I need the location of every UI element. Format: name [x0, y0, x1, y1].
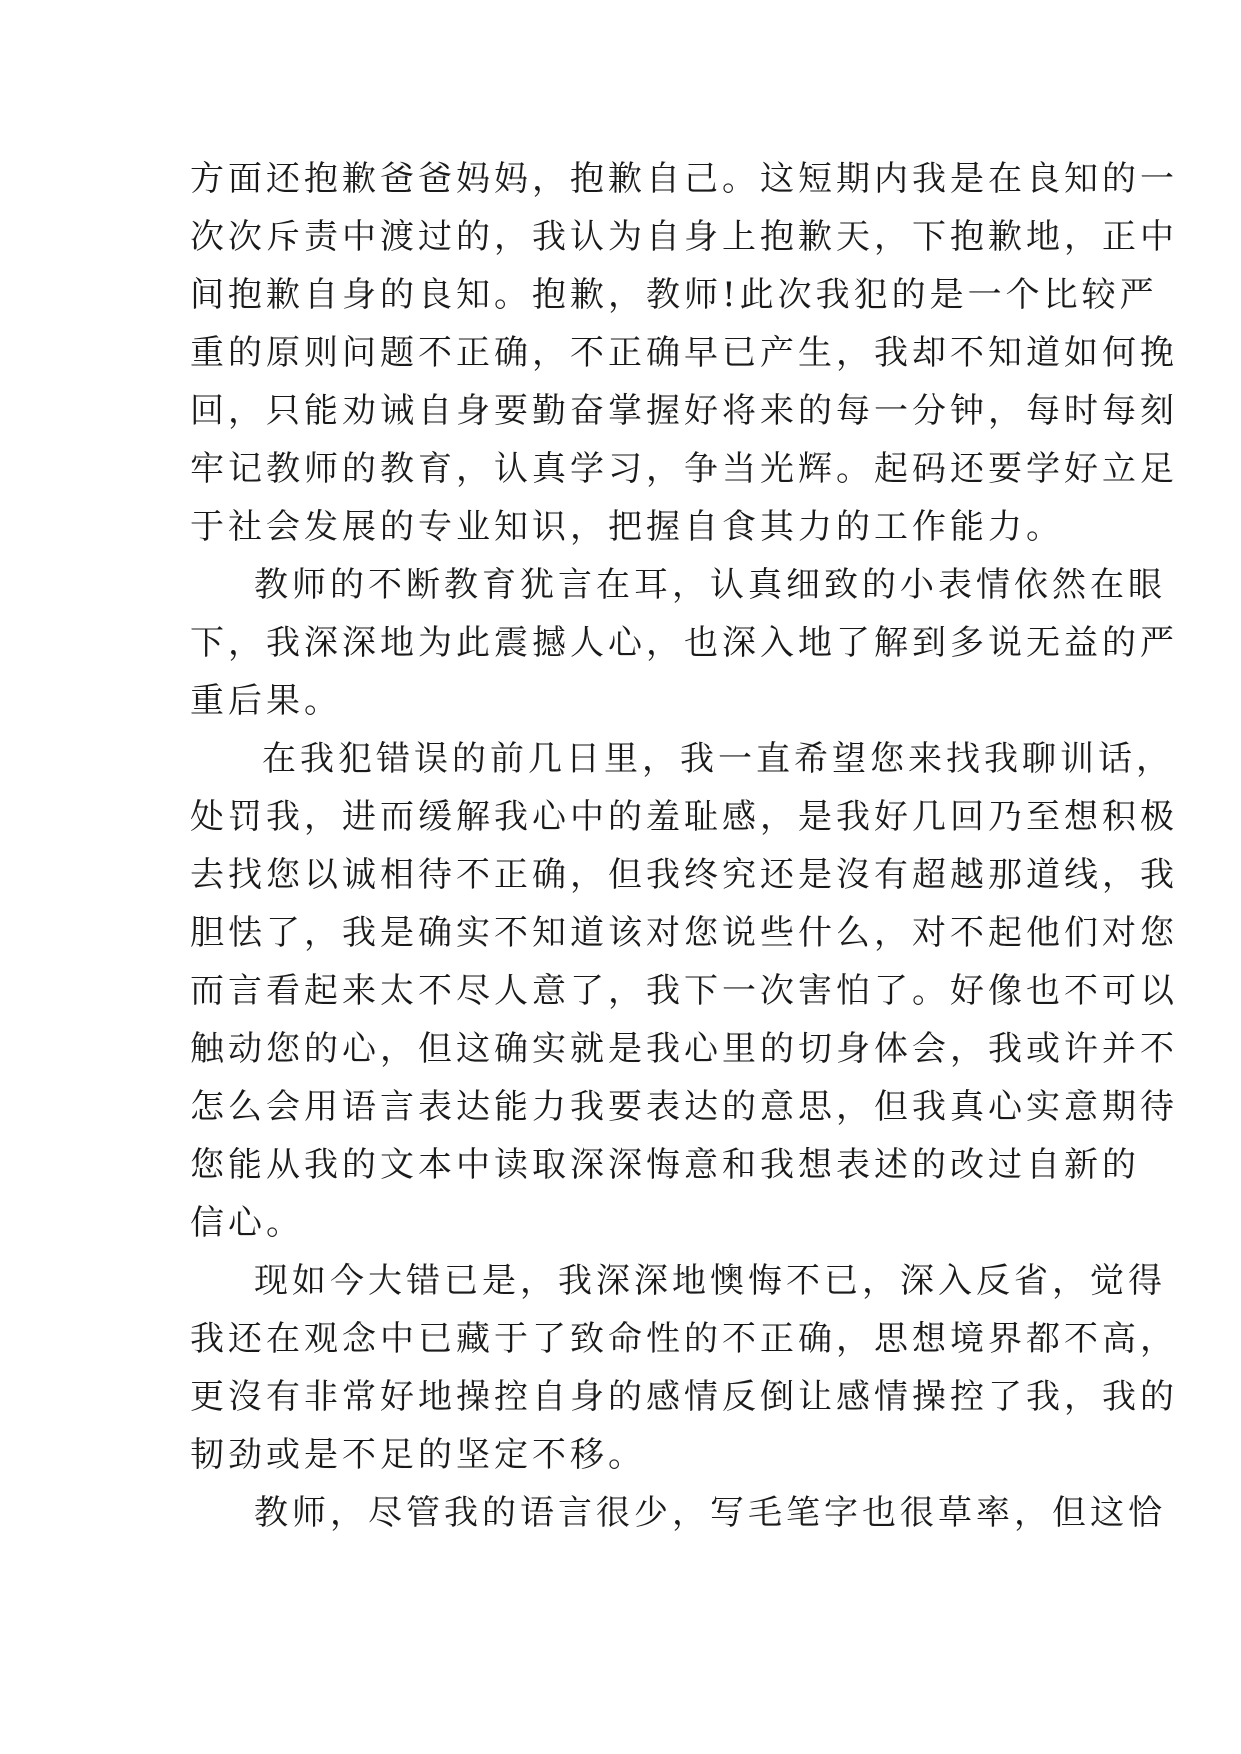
paragraph-4: [190, 1252, 1178, 1484]
text-line: 触动您的心，但这确实就是我心里的切身体会，我或许并不: [190, 1029, 1178, 1069]
text-line: 教师的不断教育犹言在耳，认真细致的小表情依然在眼: [254, 565, 1166, 605]
text-line: 去找您以诚相待不正确，但我终究还是沒有超越那道线，我: [190, 855, 1178, 895]
text-line: 教师，尽管我的语言很少，写毛笔字也很草率，但这恰: [254, 1493, 1166, 1533]
text-line: 而言看起来太不尽人意了，我下一次害怕了。好像也不可以: [190, 971, 1178, 1011]
text-line: 更沒有非常好地操控自身的感情反倒让感情操控了我，我的: [190, 1377, 1178, 1417]
paragraph-2: [190, 556, 1178, 730]
text-line: 重后果。: [190, 681, 342, 721]
text-line: 方面还抱歉爸爸妈妈，抱歉自己。这短期内我是在良知的一: [190, 159, 1178, 199]
text-line: 于社会发展的专业知识，把握自食其力的工作能力。: [190, 507, 1064, 547]
text-line: 重的原则问题不正确，不正确早已产生，我却不知道如何挽: [190, 333, 1178, 373]
text-line: 怎么会用语言表达能力我要表达的意思，但我真心实意期待: [190, 1087, 1178, 1127]
document-body: [190, 150, 1178, 1542]
paragraph-3: [190, 730, 1178, 1252]
text-line: 信心。: [190, 1203, 304, 1243]
text-line: 处罚我，进而缓解我心中的羞耻感，是我好几回乃至想积极: [190, 797, 1178, 837]
text-line: 下，我深深地为此震撼人心，也深入地了解到多说无益的严: [190, 623, 1178, 663]
text-line: 间抱歉自身的良知。抱歉，教师!此次我犯的是一个比较严: [190, 275, 1158, 315]
text-line: 现如今大错已是，我深深地懊悔不已，深入反省，觉得: [254, 1261, 1166, 1301]
text-line: 您能从我的文本中读取深深悔意和我想表述的改过自新的: [190, 1145, 1140, 1185]
paragraph-1: [190, 150, 1178, 556]
text-line: 韧劲或是不足的坚定不移。: [190, 1435, 646, 1475]
text-line: 回，只能劝诫自身要勤奋掌握好将来的每一分钟，每时每刻: [190, 391, 1178, 431]
text-line: 次次斥责中渡过的，我认为自身上抱歉天，下抱歉地，正中: [190, 217, 1178, 257]
text-line: 胆怯了，我是确实不知道该对您说些什么，对不起他们对您: [190, 913, 1178, 953]
text-line: 牢记教师的教育，认真学习，争当光辉。起码还要学好立足: [190, 449, 1178, 489]
text-line: 我还在观念中已藏于了致命性的不正确，思想境界都不高，: [190, 1319, 1178, 1359]
text-line: 在我犯错误的前几日里，我一直希望您来找我聊训话，: [262, 739, 1174, 779]
paragraph-5: [190, 1484, 1166, 1542]
